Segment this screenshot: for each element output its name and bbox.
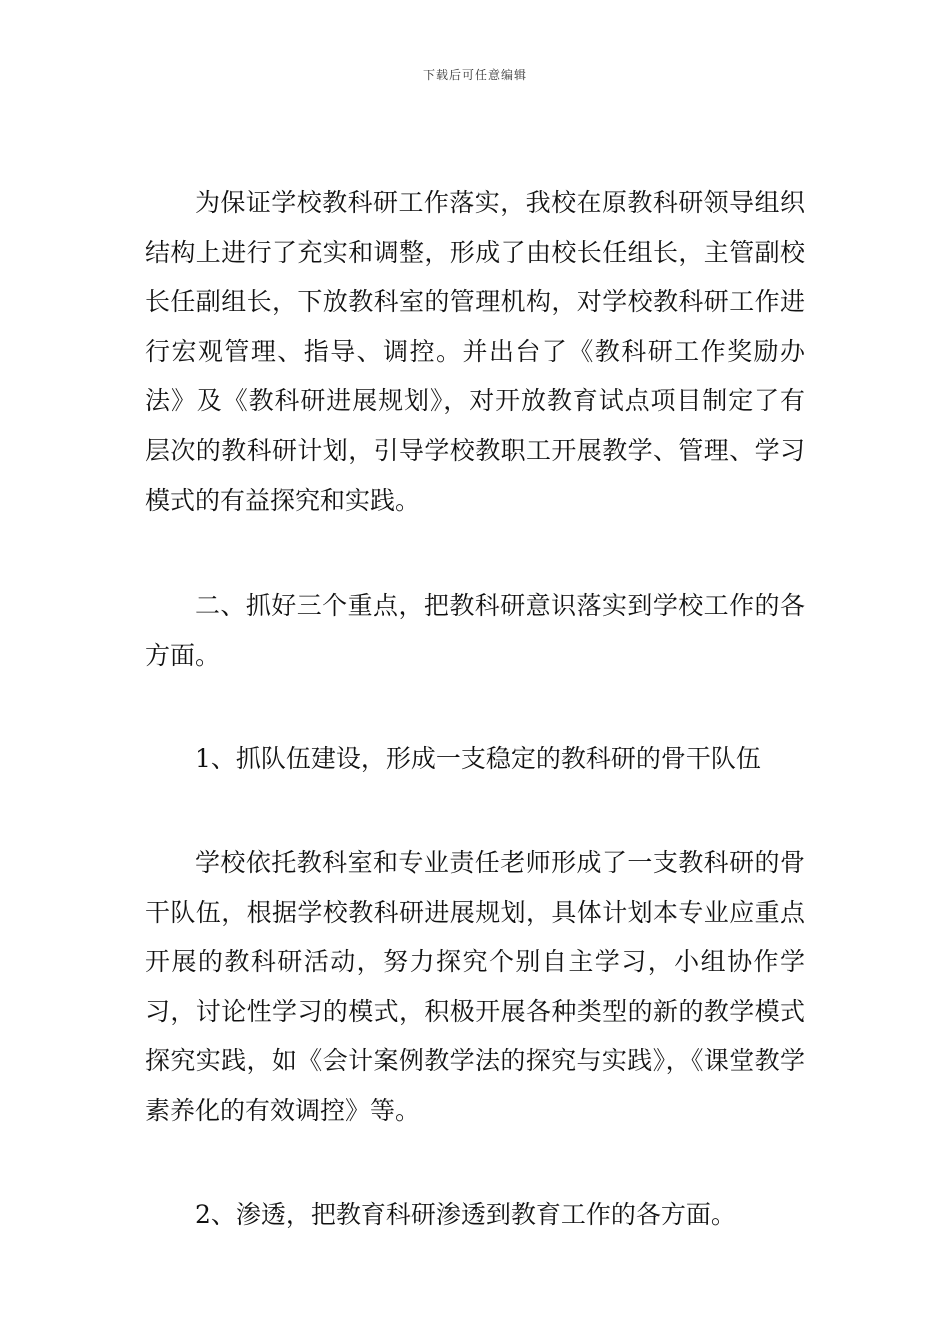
- paragraph-item-one-heading: 1、抓队伍建设，形成一支稳定的教科研的骨干队伍: [195, 744, 761, 774]
- paragraph-leadership-structure: 为保证学校教科研工作落实，我校在原教科研领导组织结构上进行了充实和调整，形成了由校长任组长，主管副校长任副组长，下放教科室的管理机构，对学校教科研工作进行宏观管理、指导、调控。并出台了《教科研工作奖励办法》及《教科研进展规划》，对开放教育试点项目制定了有层次的教科研计划，引导学校教职工开展教学、管理、学习模式的有益探究和实践。: [145, 188, 805, 515]
- header-note: 下载后可任意编辑: [422, 68, 527, 82]
- document-body: [145, 178, 805, 1239]
- paragraph-item-two-heading: 2、渗透，把教育科研渗透到教育工作的各方面。: [195, 1199, 736, 1229]
- paragraph-backbone-team: 学校依托教科室和专业责任老师形成了一支教科研的骨干队伍，根据学校教科研进展规划，具体计划本专业应重点开展的教科研活动，努力探究个别自主学习，小组协作学习，讨论性学习的模式，积极开展各种类型的新的教学模式探究实践，如《会计案例教学法的探究与实践》，《课堂教学素养化的有效调控》等。: [145, 847, 805, 1125]
- paragraph-section-two-heading: 二、抓好三个重点，把教科研意识落实到学校工作的各方面。: [145, 591, 805, 670]
